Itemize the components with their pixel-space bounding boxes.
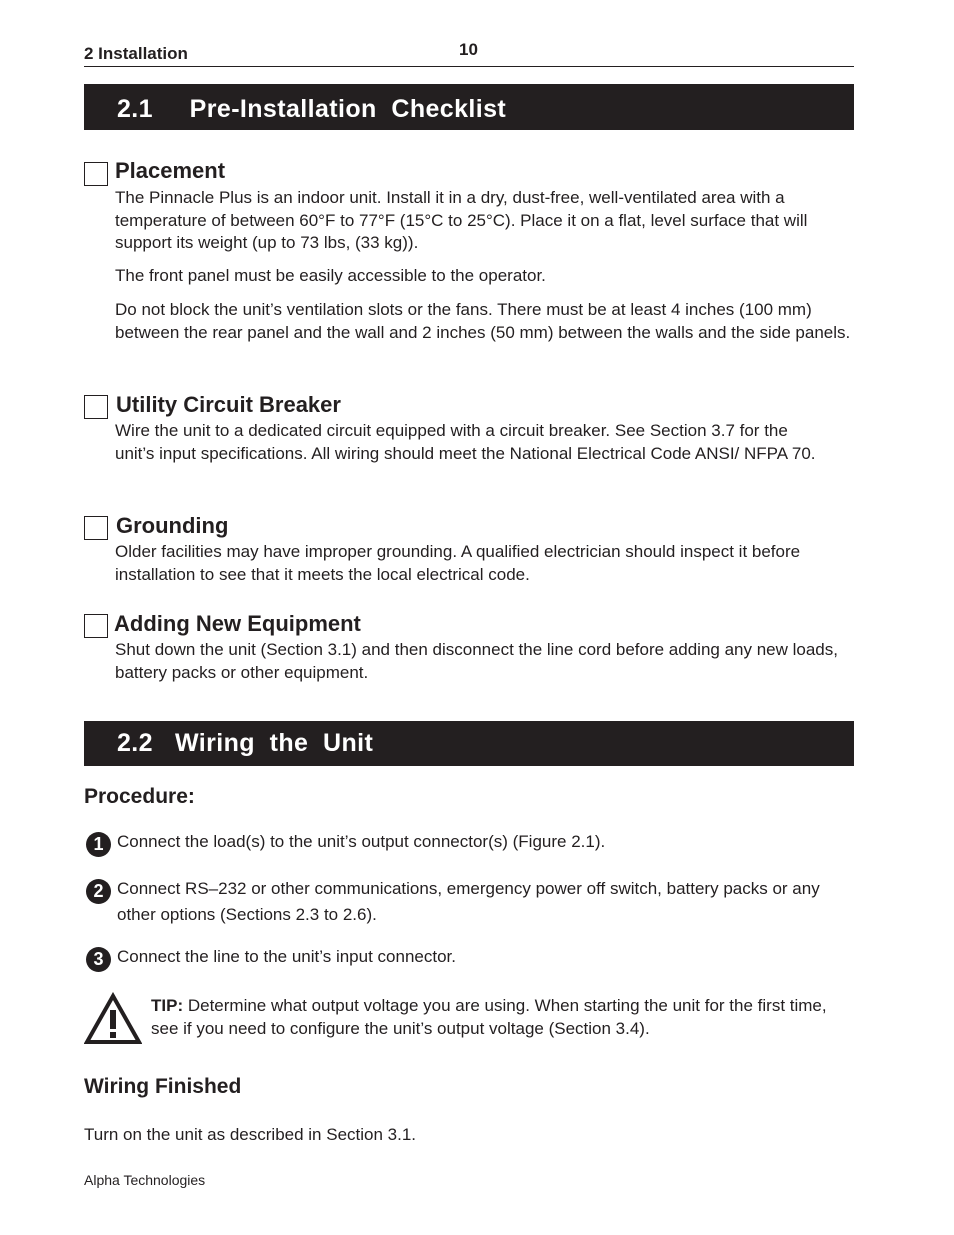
grounding-paragraph: Older facilities may have improper grounding. A qualified electrician should inspect it before installation to see that it meets the local electrical code. [115, 542, 801, 584]
tip-label: TIP: [151, 996, 184, 1015]
wiring-finished-heading: Wiring Finished [84, 1075, 242, 1098]
footer-company: Alpha Technologies [84, 1172, 206, 1188]
step-2-text: Connect RS–232 or other communications, emergency power off switch, battery packs or any other options (Sections 2.3 to 2.6). [117, 879, 820, 924]
item-heading-grounding: Grounding [116, 513, 229, 538]
step-1-text: Connect the load(s) to the unit’s output connector(s) (Figure 2.1). [117, 832, 606, 851]
checkbox-icon [84, 395, 108, 419]
step-number-3-icon: 3 [86, 947, 111, 972]
item-heading-equipment: Adding New Equipment [114, 611, 361, 636]
item-heading-breaker: Utility Circuit Breaker [116, 392, 341, 417]
placement-paragraph-3: Do not block the unit’s ventilation slots or the fans. There must be at least 4 inches (100 mm) between the rear panel and the wall and 2 inches (50 mm) between the walls and the side panels. [115, 300, 851, 342]
breaker-paragraph: Wire the unit to a dedicated circuit equipped with a circuit breaker. See Section 3.7 for the unit’s input specifications. All wiring should meet the National Electrical Code ANSI/ NFPA 70. [115, 421, 816, 463]
tip-body: Determine what output voltage you are using. When starting the unit for the first time, see if you need to configure the unit’s output voltage (Section 3.4). [151, 996, 827, 1038]
procedure-heading: Procedure: [84, 785, 195, 808]
section-2-1-banner [84, 84, 854, 130]
step-number-1-icon: 1 [86, 832, 111, 857]
checkbox-icon [84, 162, 108, 186]
tip-text [151, 995, 851, 1040]
page-number: 10 [459, 40, 478, 59]
checkbox-icon [84, 516, 108, 540]
warning-triangle-icon [84, 992, 142, 1046]
step-number-2-icon: 2 [86, 879, 111, 904]
section-2-2-banner [84, 721, 854, 766]
step-3-text: Connect the line to the unit’s input connector. [117, 947, 456, 966]
checkbox-icon [84, 614, 108, 638]
header-rule [84, 66, 854, 67]
item-heading-placement: Placement [115, 158, 226, 183]
wiring-finished-text: Turn on the unit as described in Section 3.1. [84, 1125, 417, 1144]
equipment-paragraph: Shut down the unit (Section 3.1) and then disconnect the line cord before adding any new loads, battery packs or other equipment. [115, 640, 838, 682]
chapter-header: 2 Installation [84, 44, 188, 63]
section-2-1-title: 2.1 Pre-Installation Checklist [117, 95, 507, 123]
placement-paragraph-1: The Pinnacle Plus is an indoor unit. Install it in a dry, dust-free, well-ventilated area with a temperature of between 60°F to 77°F (15°C to 25°C). Place it on a flat, level surface that will support its weight (up to 73 lbs, (33 kg)). [115, 188, 808, 252]
section-2-2-title: 2.2 Wiring the Unit [117, 729, 374, 757]
placement-paragraph-2: The front panel must be easily accessible to the operator. [115, 266, 546, 285]
